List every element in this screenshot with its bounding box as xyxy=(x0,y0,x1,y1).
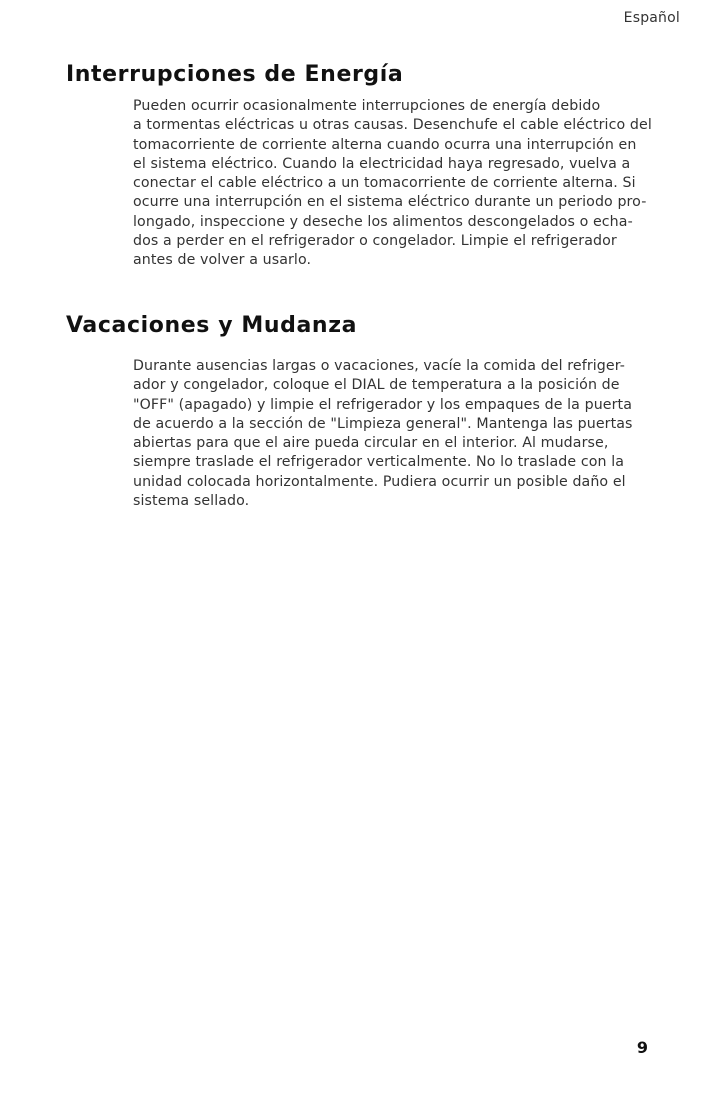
body-line: ocurre una interrupción en el sistema eléctrico durante un periodo pro- xyxy=(133,194,647,211)
body-line: ador y congelador, coloque el DIAL de temperatura a la posición de xyxy=(133,377,620,394)
section-body-vacations-moving xyxy=(133,357,633,511)
body-line: conectar el cable eléctrico a un tomacorriente de corriente alterna. Si xyxy=(133,175,636,192)
page-number: 9 xyxy=(636,1038,648,1057)
section-heading-power-outages: Interrupciones de Energía xyxy=(66,62,404,87)
body-line: dos a perder en el refrigerador o congelador. Limpie el refrigerador xyxy=(133,233,617,250)
body-line: a tormentas eléctricas u otras causas. Desenchufe el cable eléctrico del xyxy=(133,117,652,134)
section-heading-vacations-moving: Vacaciones y Mudanza xyxy=(66,313,358,338)
body-line: Durante ausencias largas o vacaciones, vacíe la comida del refriger- xyxy=(133,358,625,374)
body-line: siempre traslade el refrigerador verticalmente. No lo traslade con la xyxy=(133,454,625,471)
body-line: Pueden ocurrir ocasionalmente interrupciones de energía debido xyxy=(133,98,601,114)
section-body-power-outages xyxy=(133,97,652,271)
body-line: abiertas para que el aire pueda circular en el interior. Al mudarse, xyxy=(133,435,609,452)
language-label: Español xyxy=(623,10,680,26)
body-line: antes de volver a usarlo. xyxy=(133,252,312,269)
body-line: de acuerdo a la sección de "Limpieza general". Mantenga las puertas xyxy=(133,415,633,432)
body-line: el sistema eléctrico. Cuando la electricidad haya regresado, vuelva a xyxy=(133,155,631,172)
body-line: sistema sellado. xyxy=(133,493,250,510)
body-line: unidad colocada horizontalmente. Pudiera ocurrir un posible daño el xyxy=(133,473,626,490)
body-line: tomacorriente de corriente alterna cuando ocurra una interrupción en xyxy=(133,136,637,153)
body-line: longado, inspeccione y deseche los alimentos descongelados o echa- xyxy=(133,213,633,230)
body-line: "OFF" (apagado) y limpie el refrigerador y los empaques de la puerta xyxy=(133,396,633,413)
